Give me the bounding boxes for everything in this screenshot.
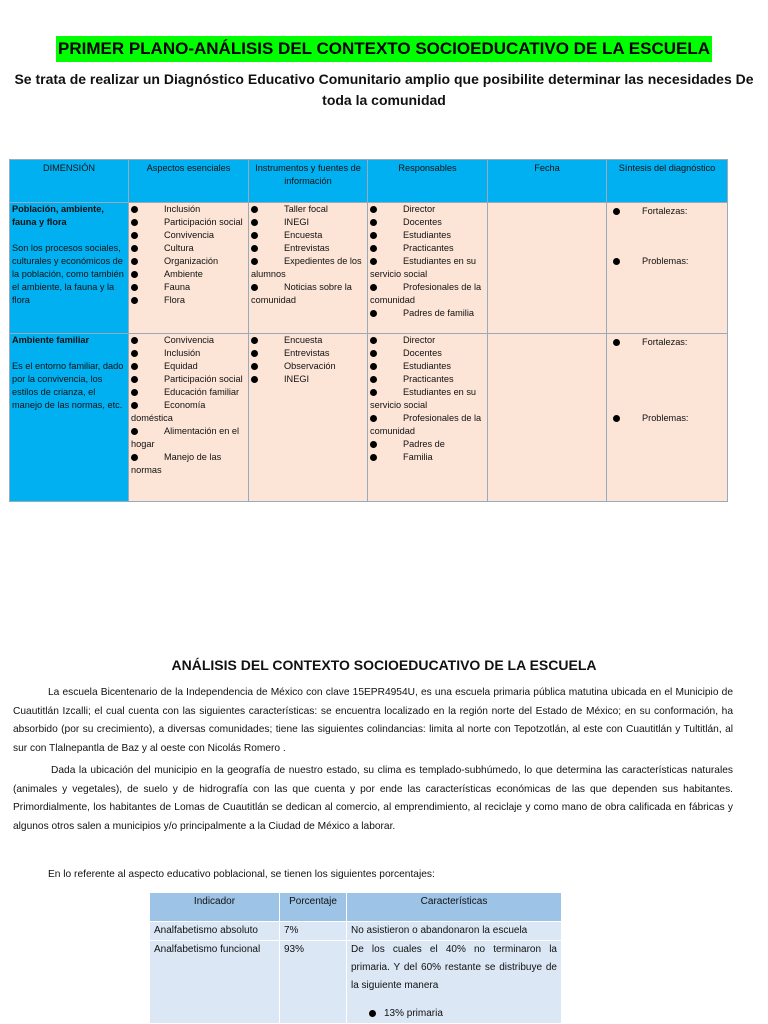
responsable-label: Padres de familia	[403, 308, 474, 318]
paragraph-2: Dada la ubicación del municipio en la geografía de nuestro estado, su clima es templado-subhúmedo, lo que determina las características naturales (animales y vegetales), de suelo y de hidrografía con las que cuenta y por ende las características económicas de las que dependen sus habitantes. Primordialmente, los habitantes de Lomas de Cuautitlán se dedican al comercio, al emprendimiento, al reciclaje y como mano de obra calificada en fábricas y algunos otros salen a municipios y/o principalmente a la Ciudad de México a laborar.	[13, 765, 733, 832]
sintesis-item	[609, 412, 725, 425]
bullet-icon	[131, 428, 138, 435]
sintesis-cell	[607, 334, 728, 502]
table-column-header: Aspectos esenciales	[129, 160, 249, 203]
indicator-column-header: Características	[347, 893, 562, 922]
aspecto-label: Equidad	[164, 361, 198, 371]
bullet-icon	[131, 284, 138, 291]
responsable-item	[370, 334, 485, 347]
section-heading: ANÁLISIS DEL CONTEXTO SOCIOEDUCATIVO DE LA ESCUELA	[171, 657, 597, 673]
sintesis-item	[609, 205, 725, 218]
aspecto-list	[131, 334, 246, 477]
fecha-cell	[488, 334, 607, 502]
responsable-item	[370, 281, 485, 307]
aspecto-label: Cultura	[164, 243, 194, 253]
diagnostic-table	[9, 159, 728, 502]
responsable-item	[370, 347, 485, 360]
sintesis-label: Fortalezas:	[642, 206, 688, 216]
sintesis-label: Fortalezas:	[642, 337, 688, 347]
instrumento-label: Noticias sobre la comunidad	[251, 282, 352, 305]
aspecto-item	[131, 360, 246, 373]
bullet-icon	[370, 232, 377, 239]
responsable-label: Padres de	[403, 439, 445, 449]
responsable-label: Practicantes	[403, 374, 454, 384]
sintesis-cell	[607, 203, 728, 334]
bullet-icon	[251, 245, 258, 252]
bullet-icon	[251, 337, 258, 344]
aspecto-label: Convivencia	[164, 230, 215, 240]
table-column-header: Instrumentos y fuentes de información	[249, 160, 368, 203]
instrumento-item	[251, 203, 365, 216]
aspecto-item	[131, 255, 246, 268]
indicator-sub-bullet	[351, 1005, 557, 1023]
responsable-list	[370, 203, 485, 320]
instrumento-label: Entrevistas	[284, 348, 330, 358]
aspecto-item	[131, 229, 246, 242]
sintesis-item	[609, 336, 725, 349]
responsable-item	[370, 412, 485, 438]
instrumento-label: Observación	[284, 361, 336, 371]
bullet-icon	[131, 363, 138, 370]
bullet-icon	[370, 219, 377, 226]
responsable-item	[370, 216, 485, 229]
aspecto-label: Participación social	[164, 217, 243, 227]
aspecto-item	[131, 347, 246, 360]
instrumento-label: Expedientes de los alumnos	[251, 256, 362, 279]
instrumento-label: Encuesta	[284, 335, 323, 345]
responsable-item	[370, 438, 485, 451]
page-title: PRIMER PLANO-ANÁLISIS DEL CONTEXTO SOCIOEDUCATIVO DE LA ESCUELA	[56, 36, 712, 62]
indicator-percent: 7%	[280, 922, 347, 941]
indicator-percent: 93%	[280, 941, 347, 1024]
instrumento-item	[251, 334, 365, 347]
bullet-icon	[370, 245, 377, 252]
bullet-icon	[131, 219, 138, 226]
bullet-icon	[370, 350, 377, 357]
dimension-title: Ambiente familiar	[12, 335, 90, 345]
responsable-label: Familia	[403, 452, 433, 462]
aspecto-label: Convivencia	[164, 335, 215, 345]
aspecto-item	[131, 242, 246, 255]
responsable-label: Estudiantes	[403, 230, 452, 240]
indicator-row	[150, 922, 562, 941]
table-column-header: Síntesis del diagnóstico	[607, 160, 728, 203]
aspecto-label: Manejo de las normas	[131, 452, 222, 475]
instrumento-label: INEGI	[284, 217, 310, 227]
table-column-header: Responsables	[368, 160, 488, 203]
aspecto-label: Participación social	[164, 374, 243, 384]
dimension-title: Población, ambiente, fauna y flora	[12, 204, 104, 227]
indicator-name: Analfabetismo absoluto	[150, 922, 280, 941]
bullet-icon	[370, 389, 377, 396]
paragraph-3: En lo referente al aspecto educativo poblacional, se tienen los siguientes porcentajes:	[48, 869, 435, 880]
instrumento-item	[251, 216, 365, 229]
instrumento-item	[251, 242, 365, 255]
responsable-item	[370, 307, 485, 320]
indicator-characteristics-text: De los cuales el 40% no terminaron la primaria. Y del 60% restante se distribuye de la siguiente manera	[351, 944, 557, 991]
aspectos-cell	[129, 334, 249, 502]
aspecto-item	[131, 294, 246, 307]
bullet-icon	[251, 232, 258, 239]
responsable-label: Docentes	[403, 348, 442, 358]
bullet-icon	[370, 206, 377, 213]
indicator-table	[149, 892, 562, 1024]
aspecto-label: Ambiente	[164, 269, 203, 279]
instrumentos-cell	[249, 334, 368, 502]
bullet-icon	[131, 350, 138, 357]
instrumento-item	[251, 255, 365, 281]
bullet-icon	[131, 297, 138, 304]
paragraph-1: La escuela Bicentenario de la Independencia de México con clave 15EPR4954U, es una escuela primaria pública matutina ubicada en el Municipio de Cuautitlán Izcalli; el cual cuenta con las siguientes características: se encuentra localizado en la región norte del Estado de México; en su conformación, ha absorbido (por su crecimiento), a diversas comunidades; tiene las siguientes colindancias: limita al norte con Tepotzotlán, al este con Cuautitlán y Tultitlán, al sur con Tlalnepantla de Baz y al oeste con Nicolás Romero .	[13, 687, 733, 754]
indicator-characteristics	[347, 941, 562, 1024]
instrumento-label: INEGI	[284, 374, 310, 384]
bullet-icon	[251, 363, 258, 370]
aspecto-label: Economía doméstica	[131, 400, 206, 423]
responsable-label: Profesionales de la comunidad	[370, 413, 482, 436]
sintesis-label: Problemas:	[642, 256, 689, 266]
aspecto-item	[131, 334, 246, 347]
bullet-icon	[131, 206, 138, 213]
bullet-icon	[613, 415, 620, 422]
indicator-row	[150, 941, 562, 1024]
instrumento-item	[251, 360, 365, 373]
bullet-icon	[613, 208, 620, 215]
responsable-item	[370, 229, 485, 242]
instrumento-label: Taller focal	[284, 204, 328, 214]
instrumento-list	[251, 203, 365, 307]
bullet-icon	[251, 284, 258, 291]
aspecto-item	[131, 451, 246, 477]
aspecto-item	[131, 281, 246, 294]
bullet-icon	[131, 402, 138, 409]
table-column-header: DIMENSIÓN	[10, 160, 129, 203]
bullet-icon	[251, 376, 258, 383]
instrumento-list	[251, 334, 365, 386]
table-row	[10, 203, 728, 334]
bullet-icon	[131, 376, 138, 383]
dimension-cell	[10, 203, 129, 334]
aspecto-label: Inclusión	[164, 348, 201, 358]
fecha-cell	[488, 203, 607, 334]
instrumento-item	[251, 373, 365, 386]
indicator-characteristics	[347, 922, 562, 941]
bullet-icon	[369, 1010, 376, 1017]
bullet-icon	[131, 232, 138, 239]
bullet-icon	[131, 245, 138, 252]
table-row	[10, 334, 728, 502]
aspecto-label: Educación familiar	[164, 387, 240, 397]
bullet-icon	[131, 271, 138, 278]
bullet-icon	[251, 350, 258, 357]
responsables-cell	[368, 334, 488, 502]
responsable-item	[370, 203, 485, 216]
sintesis-label: Problemas:	[642, 413, 689, 423]
aspecto-label: Fauna	[164, 282, 191, 292]
bullet-icon	[370, 441, 377, 448]
responsable-label: Estudiantes en su servicio social	[370, 387, 477, 410]
instrumento-item	[251, 347, 365, 360]
aspecto-item	[131, 203, 246, 216]
bullet-icon	[251, 258, 258, 265]
aspecto-list	[131, 203, 246, 307]
bullet-icon	[370, 376, 377, 383]
responsable-label: Estudiantes en su servicio social	[370, 256, 477, 279]
responsable-label: Docentes	[403, 217, 442, 227]
bullet-icon	[370, 284, 377, 291]
bullet-icon	[370, 363, 377, 370]
sintesis-item	[609, 255, 725, 268]
dimension-description: Es el entorno familiar, dado por la convivencia, los estilos de crianza, el manejo de las normas, etc.	[12, 361, 124, 410]
indicator-column-header: Porcentaje	[280, 893, 347, 922]
responsable-label: Estudiantes	[403, 361, 452, 371]
indicator-column-header: Indicador	[150, 893, 280, 922]
bullet-icon	[613, 339, 620, 346]
responsable-label: Practicantes	[403, 243, 454, 253]
dimension-description: Son los procesos sociales, culturales y económicos de la población, como también el ambiente, la fauna y la flora	[12, 243, 124, 305]
aspecto-item	[131, 268, 246, 281]
responsable-item	[370, 386, 485, 412]
aspecto-item	[131, 216, 246, 229]
bullet-icon	[131, 337, 138, 344]
responsable-item	[370, 373, 485, 386]
responsable-label: Profesionales de la comunidad	[370, 282, 482, 305]
bullet-icon	[131, 258, 138, 265]
indicator-sub-label: 13% primaria	[384, 1008, 443, 1019]
aspecto-item	[131, 373, 246, 386]
page-title-wrap	[0, 36, 768, 62]
instrumento-label: Entrevistas	[284, 243, 330, 253]
aspecto-label: Alimentación en el hogar	[131, 426, 240, 449]
aspecto-label: Flora	[164, 295, 185, 305]
responsable-item	[370, 451, 485, 464]
instrumento-item	[251, 281, 365, 307]
table-column-header: Fecha	[488, 160, 607, 203]
bullet-icon	[131, 454, 138, 461]
bullet-icon	[370, 415, 377, 422]
responsable-item	[370, 360, 485, 373]
page-subtitle: Se trata de realizar un Diagnóstico Educativo Comunitario amplio que posibilite determinar las necesidades De toda la comunidad	[14, 71, 754, 108]
indicator-name: Analfabetismo funcional	[150, 941, 280, 1024]
instrumento-item	[251, 229, 365, 242]
responsable-label: Director	[403, 204, 436, 214]
aspecto-item	[131, 399, 246, 425]
bullet-icon	[370, 310, 377, 317]
indicator-header-row	[150, 893, 562, 922]
responsable-label: Director	[403, 335, 436, 345]
instrumentos-cell	[249, 203, 368, 334]
bullet-icon	[370, 258, 377, 265]
table-header-row	[10, 160, 728, 203]
responsables-cell	[368, 203, 488, 334]
bullet-icon	[613, 258, 620, 265]
dimension-cell	[10, 334, 129, 502]
bullet-icon	[251, 206, 258, 213]
bullet-icon	[251, 219, 258, 226]
aspecto-label: Inclusión	[164, 204, 201, 214]
aspectos-cell	[129, 203, 249, 334]
bullet-icon	[370, 337, 377, 344]
bullet-icon	[370, 454, 377, 461]
aspecto-item	[131, 425, 246, 451]
responsable-item	[370, 242, 485, 255]
aspecto-label: Organización	[164, 256, 219, 266]
bullet-icon	[131, 389, 138, 396]
responsable-list	[370, 334, 485, 464]
indicator-characteristics-text: No asistieron o abandonaron la escuela	[351, 925, 528, 936]
responsable-item	[370, 255, 485, 281]
instrumento-label: Encuesta	[284, 230, 323, 240]
aspecto-item	[131, 386, 246, 399]
